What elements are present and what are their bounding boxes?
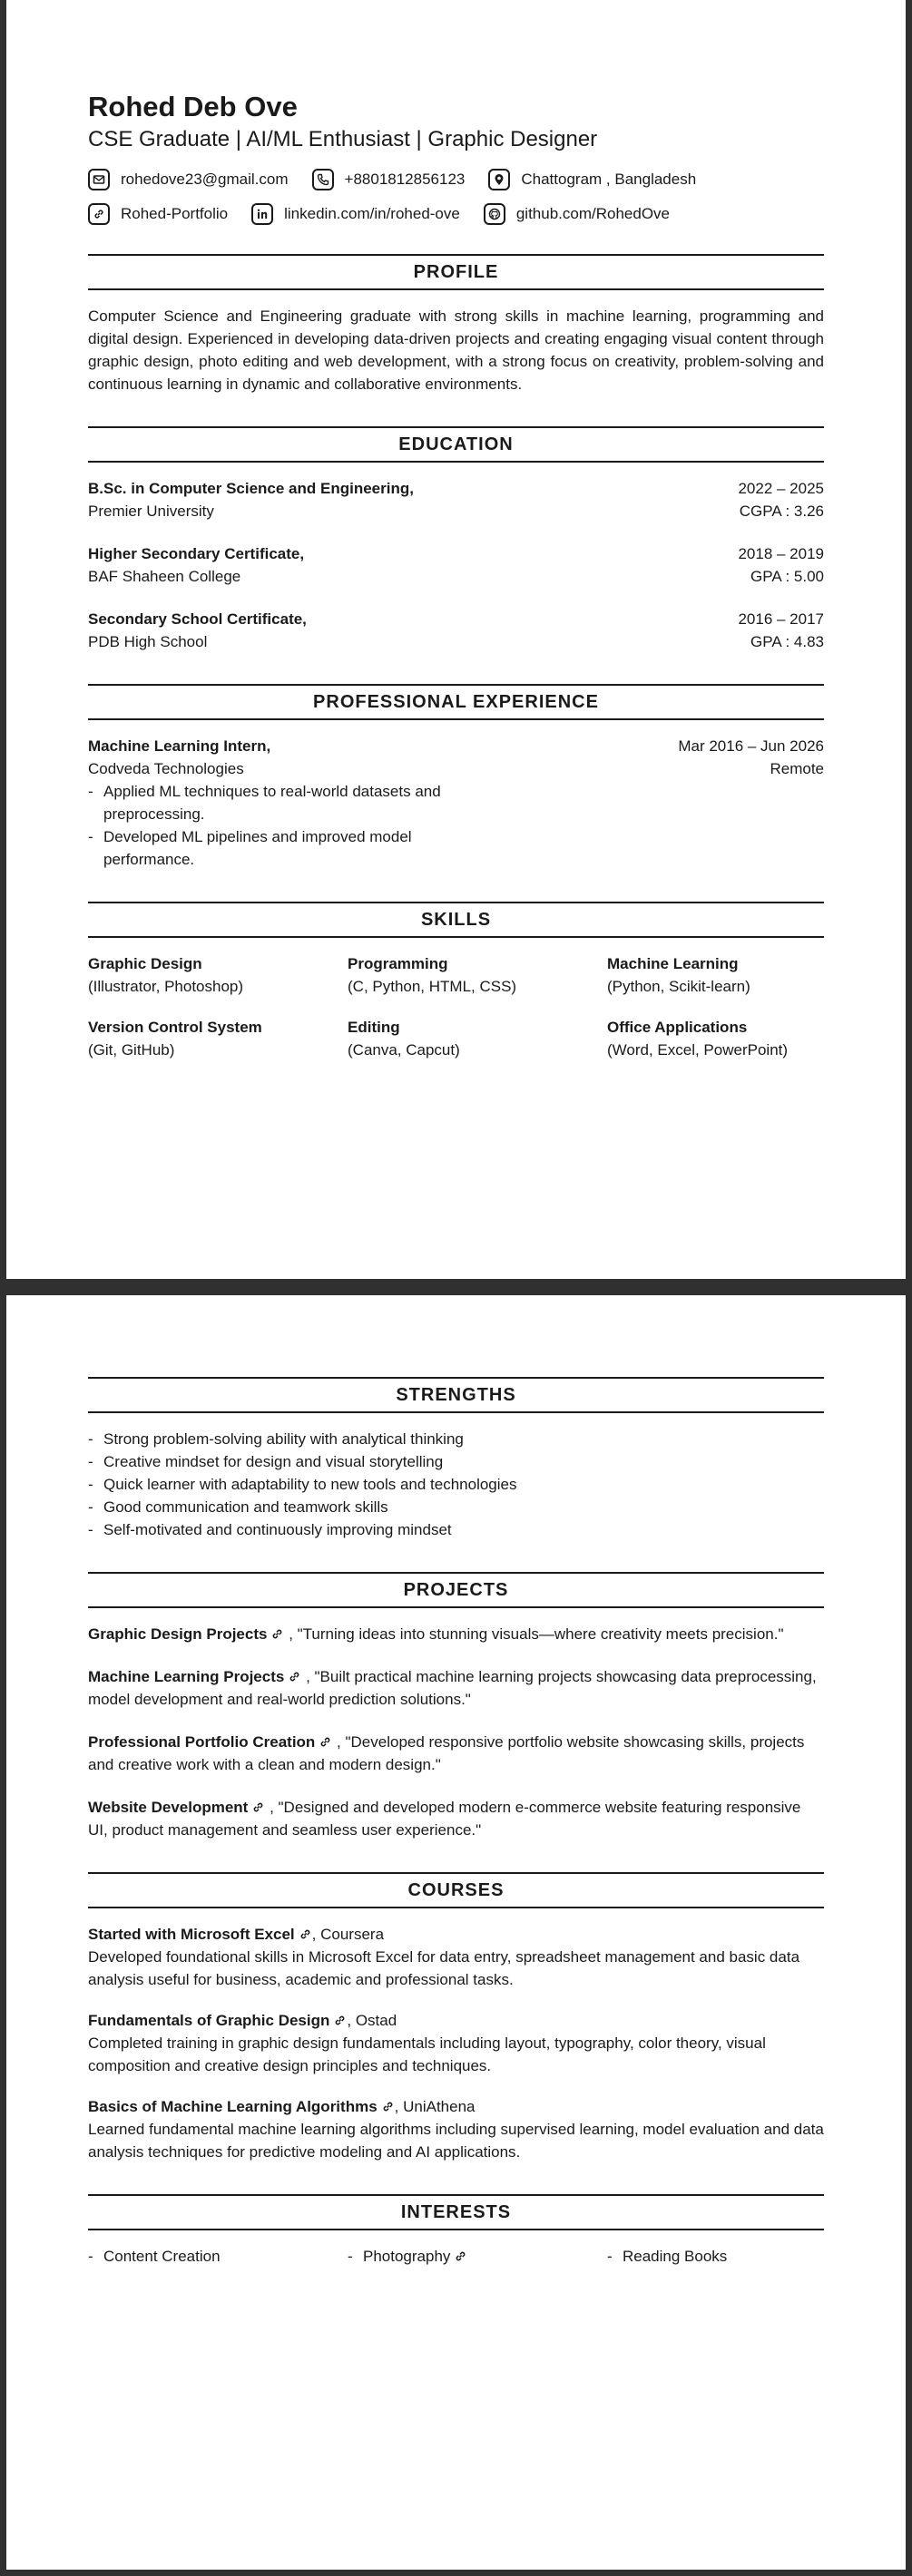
education-school: PDB High School	[88, 633, 208, 650]
skill-detail: (Word, Excel, PowerPoint)	[607, 1041, 789, 1059]
contact-github[interactable]	[484, 201, 670, 227]
skill-title: Machine Learning	[607, 955, 739, 972]
course-title[interactable]: Fundamentals of Graphic Design	[88, 2012, 330, 2029]
experience-bullet: - Developed ML pipelines and improved model performance.	[88, 825, 469, 871]
course-item	[88, 2095, 824, 2163]
projects-section	[88, 1572, 824, 1841]
experience-role: Machine Learning Intern,	[88, 737, 271, 755]
interest-item	[607, 2245, 824, 2268]
resume-page-2	[6, 1295, 906, 2570]
skills-grid	[88, 952, 824, 1061]
skill-item	[348, 1016, 607, 1061]
course-provider: , UniAthena	[394, 2098, 476, 2115]
experience-location: Remote	[770, 760, 824, 777]
education-grade: GPA : 5.00	[750, 568, 824, 585]
interests-section	[88, 2194, 824, 2268]
link-icon	[88, 203, 110, 225]
profile-text: Computer Science and Engineering graduate with strong skills in machine learning, programming and digital design. Experienced in developing data-driven projects and creating engaging visual content through graphic design, photo editing and web development, with a strong focus on creativity, problem-solving and continuous learning in dynamic and collaborative environments.	[88, 307, 824, 393]
link-icon[interactable]	[333, 2014, 347, 2027]
interest-label: Photography	[363, 2248, 451, 2265]
candidate-subtitle: CSE Graduate | AI/ML Enthusiast | Graphic Designer	[88, 127, 598, 151]
strengths-section	[88, 1377, 824, 1541]
project-item	[88, 1796, 824, 1841]
project-item	[88, 1623, 824, 1645]
education-dates: 2018 – 2019	[738, 545, 824, 562]
profile-section	[88, 254, 824, 395]
link-icon[interactable]	[299, 1927, 312, 1941]
location-icon	[488, 169, 510, 190]
education-grade: GPA : 4.83	[750, 633, 824, 650]
course-description: Completed training in graphic design fundamentals including layout, typography, color theory, visual composition and creative design principles and techniques.	[88, 2034, 766, 2074]
project-description: , "Built practical machine learning projects showcasing data preprocessing, model development and real-world prediction solutions."	[88, 1668, 817, 1708]
course-description: Developed foundational skills in Microsoft Excel for data entry, spreadsheet management and basic data analysis useful for business, academic and professional tasks.	[88, 1948, 800, 1988]
interest-label: Content Creation	[103, 2248, 221, 2265]
experience-company: Codveda Technologies	[88, 760, 244, 777]
education-dates: 2022 – 2025	[738, 480, 824, 497]
strength-item: - Creative mindset for design and visual storytelling	[88, 1450, 824, 1473]
interest-label: Reading Books	[623, 2248, 728, 2265]
education-school: BAF Shaheen College	[88, 568, 241, 585]
skill-title: Graphic Design	[88, 955, 202, 972]
project-item	[88, 1665, 824, 1711]
experience-bullets	[88, 780, 469, 871]
link-icon[interactable]	[381, 2100, 395, 2113]
education-item	[88, 542, 824, 588]
link-icon[interactable]	[251, 1800, 265, 1814]
linkedin-icon	[251, 203, 273, 225]
contact-list	[88, 167, 824, 227]
course-title[interactable]: Basics of Machine Learning Algorithms	[88, 2098, 378, 2115]
section-heading-experience: PROFESSIONAL EXPERIENCE	[88, 684, 824, 720]
resume-page-1	[6, 0, 906, 1279]
skill-item	[348, 952, 607, 998]
project-description: , "Developed responsive portfolio website showcasing skills, projects and creative work with a clean and modern design."	[88, 1733, 805, 1773]
education-item	[88, 477, 824, 522]
skill-detail: (Canva, Capcut)	[348, 1041, 460, 1059]
education-dates: 2016 – 2017	[738, 610, 824, 628]
skill-item	[607, 952, 824, 998]
education-degree: B.Sc. in Computer Science and Engineering,	[88, 480, 414, 497]
contact-portfolio-text: Rohed-Portfolio	[121, 205, 229, 222]
skill-detail: (Illustrator, Photoshop)	[88, 978, 244, 995]
section-heading-courses: COURSES	[88, 1872, 824, 1908]
contact-phone-text: +8801812856123	[344, 171, 466, 188]
contact-linkedin-text: linkedin.com/in/rohed-ove	[284, 205, 460, 222]
email-icon	[88, 169, 110, 190]
section-heading-projects: PROJECTS	[88, 1572, 824, 1608]
education-section	[88, 426, 824, 653]
contact-phone[interactable]	[312, 167, 466, 192]
education-school: Premier University	[88, 503, 214, 520]
github-icon	[484, 203, 505, 225]
course-provider: , Ostad	[347, 2012, 397, 2029]
link-icon[interactable]	[319, 1735, 332, 1749]
section-heading-education: EDUCATION	[88, 426, 824, 463]
link-icon[interactable]	[288, 1670, 301, 1683]
project-description: , "Turning ideas into stunning visuals—where creativity meets precision."	[289, 1625, 784, 1643]
contact-portfolio[interactable]	[88, 201, 228, 227]
skill-title: Version Control System	[88, 1019, 262, 1036]
project-title[interactable]: Machine Learning Projects	[88, 1668, 285, 1685]
course-title[interactable]: Started with Microsoft Excel	[88, 1926, 295, 1943]
course-item	[88, 1923, 824, 1991]
link-icon[interactable]	[270, 1627, 284, 1641]
course-description: Learned fundamental machine learning algorithms including supervised learning, model evaluation and data analysis techniques for predictive modeling and AI applications.	[88, 2121, 824, 2161]
education-item	[88, 608, 824, 653]
section-heading-profile: PROFILE	[88, 254, 824, 290]
skill-title: Editing	[348, 1019, 400, 1036]
skill-title: Programming	[348, 955, 448, 972]
strength-item: - Strong problem-solving ability with analytical thinking	[88, 1428, 824, 1450]
courses-section	[88, 1872, 824, 2163]
course-item	[88, 2009, 824, 2077]
interests-list	[88, 2245, 824, 2268]
phone-icon	[312, 169, 334, 190]
education-degree: Secondary School Certificate,	[88, 610, 307, 628]
strength-item: - Quick learner with adaptability to new tools and technologies	[88, 1473, 824, 1496]
section-heading-strengths: STRENGTHS	[88, 1377, 824, 1413]
project-title[interactable]: Website Development	[88, 1799, 249, 1816]
skill-item	[607, 1016, 824, 1061]
skill-title: Office Applications	[607, 1019, 748, 1036]
skills-section	[88, 902, 824, 1061]
education-grade: CGPA : 3.26	[739, 503, 824, 520]
strength-item: - Good communication and teamwork skills	[88, 1496, 824, 1518]
contact-github-text: github.com/RohedOve	[515, 205, 670, 222]
skill-detail: (Python, Scikit-learn)	[607, 978, 750, 995]
contact-location	[488, 167, 696, 192]
section-heading-skills: SKILLS	[88, 902, 824, 938]
contact-email-text: rohedove23@gmail.com	[121, 171, 289, 188]
interest-item	[88, 2245, 348, 2268]
contact-linkedin[interactable]	[251, 201, 460, 227]
contact-location-text: Chattogram , Bangladesh	[521, 171, 697, 188]
project-item	[88, 1731, 824, 1776]
candidate-name: Rohed Deb Ove	[88, 91, 298, 122]
contact-email[interactable]	[88, 167, 289, 192]
experience-dates: Mar 2016 – Jun 2026	[678, 737, 824, 755]
strength-item: - Self-motivated and continuously improving mindset	[88, 1518, 824, 1541]
experience-section	[88, 684, 824, 871]
link-icon[interactable]	[454, 2249, 467, 2263]
strengths-list	[88, 1428, 824, 1541]
section-heading-interests: INTERESTS	[88, 2194, 824, 2230]
education-degree: Higher Secondary Certificate,	[88, 545, 305, 562]
project-description: , "Designed and developed modern e-commerce website featuring responsive UI, product management and seamless user experience."	[88, 1799, 801, 1839]
skill-item	[88, 952, 348, 998]
project-title[interactable]: Professional Portfolio Creation	[88, 1733, 316, 1751]
experience-bullet: - Applied ML techniques to real-world datasets and preprocessing.	[88, 780, 469, 825]
course-provider: , Coursera	[311, 1926, 385, 1943]
skill-item	[88, 1016, 348, 1061]
skill-detail: (Git, GitHub)	[88, 1041, 175, 1059]
skill-detail: (C, Python, HTML, CSS)	[348, 978, 517, 995]
interest-item[interactable]	[348, 2245, 607, 2268]
project-title[interactable]: Graphic Design Projects	[88, 1625, 268, 1643]
